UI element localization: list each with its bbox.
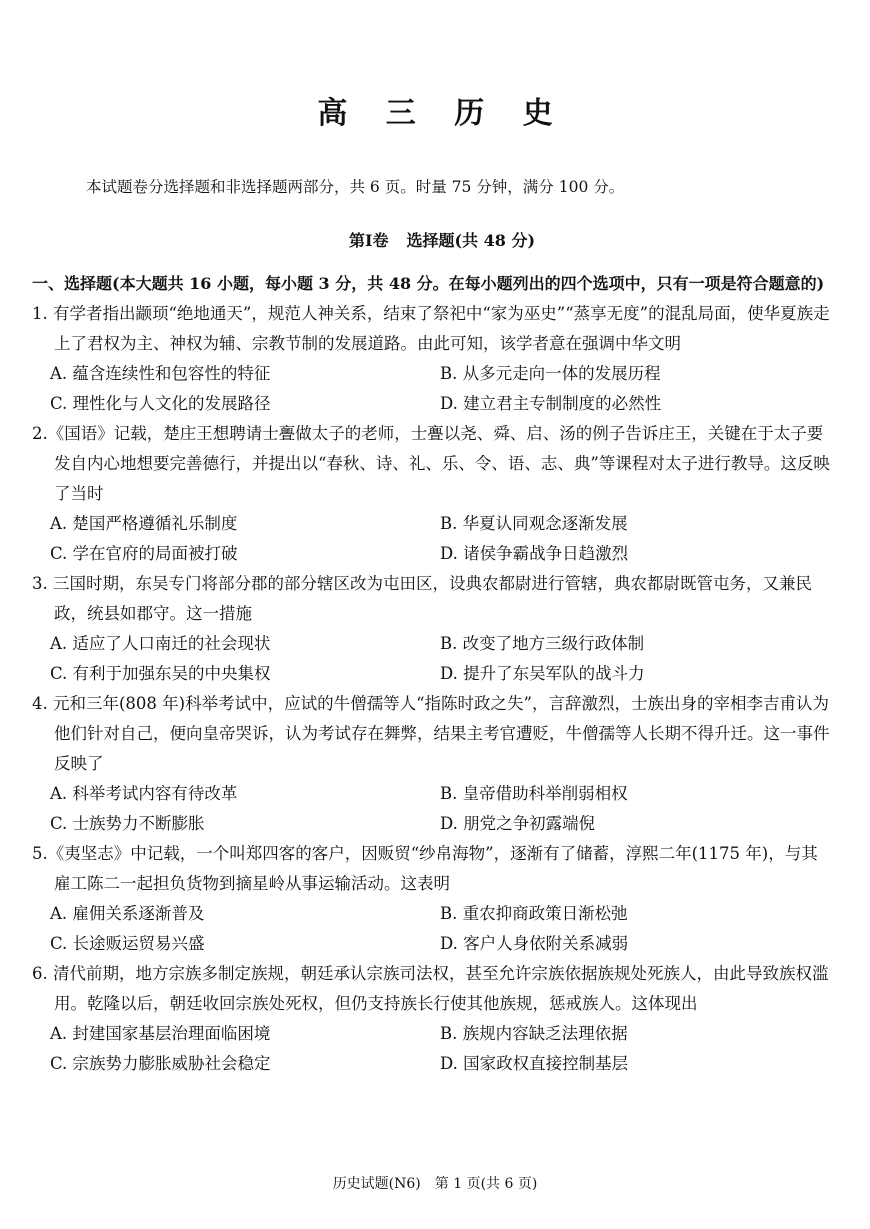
question-stem: 2.《国语》记载，楚庄王想聘请士亹做太子的老师，士亹以尧、舜、启、汤的例子告诉庄王，关键在于太子要发自内心地想要完善德行，并提出以“春秋、诗、礼、乐、令、语、志、典”等课程对太子进行教导。这反映了当时 — [32, 424, 830, 503]
question-stem: 3. 三国时期，东吴专门将部分郡的部分辖区改为屯田区，设典农都尉进行管辖，典农都尉既管屯务，又兼民政，统县如郡守。这一措施 — [32, 574, 812, 623]
option-list — [50, 359, 830, 419]
option-a: A. 楚国严格遵循礼乐制度 — [50, 514, 238, 533]
option-a: A. 适应了人口南迁的社会现状 — [50, 634, 271, 653]
option-a: A. 雇佣关系逐渐普及 — [50, 904, 205, 923]
question-3 — [32, 569, 830, 689]
option-a: A. 蕴含连续性和包容性的特征 — [50, 364, 271, 383]
option-d: D. 朋党之争初露端倪 — [440, 814, 596, 833]
option-list — [50, 629, 830, 689]
part-heading — [54, 228, 830, 251]
option-c: C. 学在官府的局面被打破 — [50, 544, 238, 563]
option-b: B. 重农抑商政策日渐松弛 — [440, 904, 628, 923]
question-stem: 1. 有学者指出颛顼“绝地通天”，规范人神关系，结束了祭祀中“家为巫史”“蒸享无度”的混乱局面，使华夏族走上了君权为主、神权为辅、宗教节制的发展道路。由此可知，该学者意在强调中华文明 — [32, 304, 830, 353]
option-d: D. 建立君主专制制度的必然性 — [440, 394, 662, 413]
option-b: B. 族规内容缺乏法理依据 — [440, 1024, 628, 1043]
option-a: A. 科举考试内容有待改革 — [50, 784, 238, 803]
option-a: A. 封建国家基层治理面临困境 — [50, 1024, 271, 1043]
option-c: C. 有利于加强东吴的中央集权 — [50, 664, 271, 683]
option-d: D. 国家政权直接控制基层 — [440, 1054, 629, 1073]
option-c: C. 宗族势力膨胀威胁社会稳定 — [50, 1054, 271, 1073]
option-list — [50, 779, 830, 839]
question-6 — [32, 959, 830, 1079]
option-b: B. 从多元走向一体的发展历程 — [440, 364, 661, 383]
option-d: D. 提升了东吴军队的战斗力 — [440, 664, 645, 683]
option-d: D. 诸侯争霸战争日趋激烈 — [440, 544, 629, 563]
question-stem: 5.《夷坚志》中记载，一个叫郑四客的客户，因贩贸“纱帛海物”，逐渐有了储蓄，淳熙二年(1175 年)，与其雇工陈二一起担负货物到摘星岭从事运输活动。这表明 — [32, 844, 818, 893]
option-list — [50, 1019, 830, 1079]
option-c: C. 长途贩运贸易兴盛 — [50, 934, 205, 953]
option-c: C. 士族势力不断膨胀 — [50, 814, 205, 833]
page-footer: 历史试题(N6) 第 1 页(共 6 页) — [332, 1176, 538, 1192]
exam-intro: 本试题卷分选择题和非选择题两部分，共 6 页。时量 75 分钟，满分 100 分。 — [86, 178, 625, 196]
option-c: C. 理性化与人文化的发展路径 — [50, 394, 271, 413]
question-5 — [32, 839, 830, 959]
option-b: B. 改变了地方三级行政体制 — [440, 634, 645, 653]
section-instructions: 一、选择题(本大题共 16 小题，每小题 3 分，共 48 分。在每小题列出的四个选项中，只有一项是符合题意的) — [32, 274, 825, 293]
option-b: B. 皇帝借助科举削弱相权 — [440, 784, 628, 803]
question-1 — [32, 299, 830, 419]
question-list — [32, 299, 830, 1079]
option-b: B. 华夏认同观念逐渐发展 — [440, 514, 628, 533]
option-d: D. 客户人身依附关系减弱 — [440, 934, 629, 953]
part-label: 第Ⅰ卷 — [348, 231, 389, 250]
option-list — [50, 899, 830, 959]
question-stem: 6. 清代前期，地方宗族多制定族规，朝廷承认宗族司法权，甚至允许宗族依据族规处死族人，由此导致族权滥用。乾隆以后，朝廷收回宗族处死权，但仍支持族长行使其他族规，惩戒族人。这体现出 — [32, 964, 829, 1013]
question-stem: 4. 元和三年(808 年)科举考试中，应试的牛僧孺等人“指陈时政之失”，言辞激烈，士族出身的宰相李吉甫认为他们针对自己，便向皇帝哭诉，认为考试存在舞弊，结果主考官遭贬，牛僧孺等人长期不得升迁。这一事件反映了 — [32, 694, 830, 773]
question-4 — [32, 689, 830, 839]
page-title: 高 三 历 史 — [317, 96, 567, 131]
question-2 — [32, 419, 830, 569]
part-name: 选择题(共 48 分) — [406, 231, 536, 250]
option-list — [50, 509, 830, 569]
